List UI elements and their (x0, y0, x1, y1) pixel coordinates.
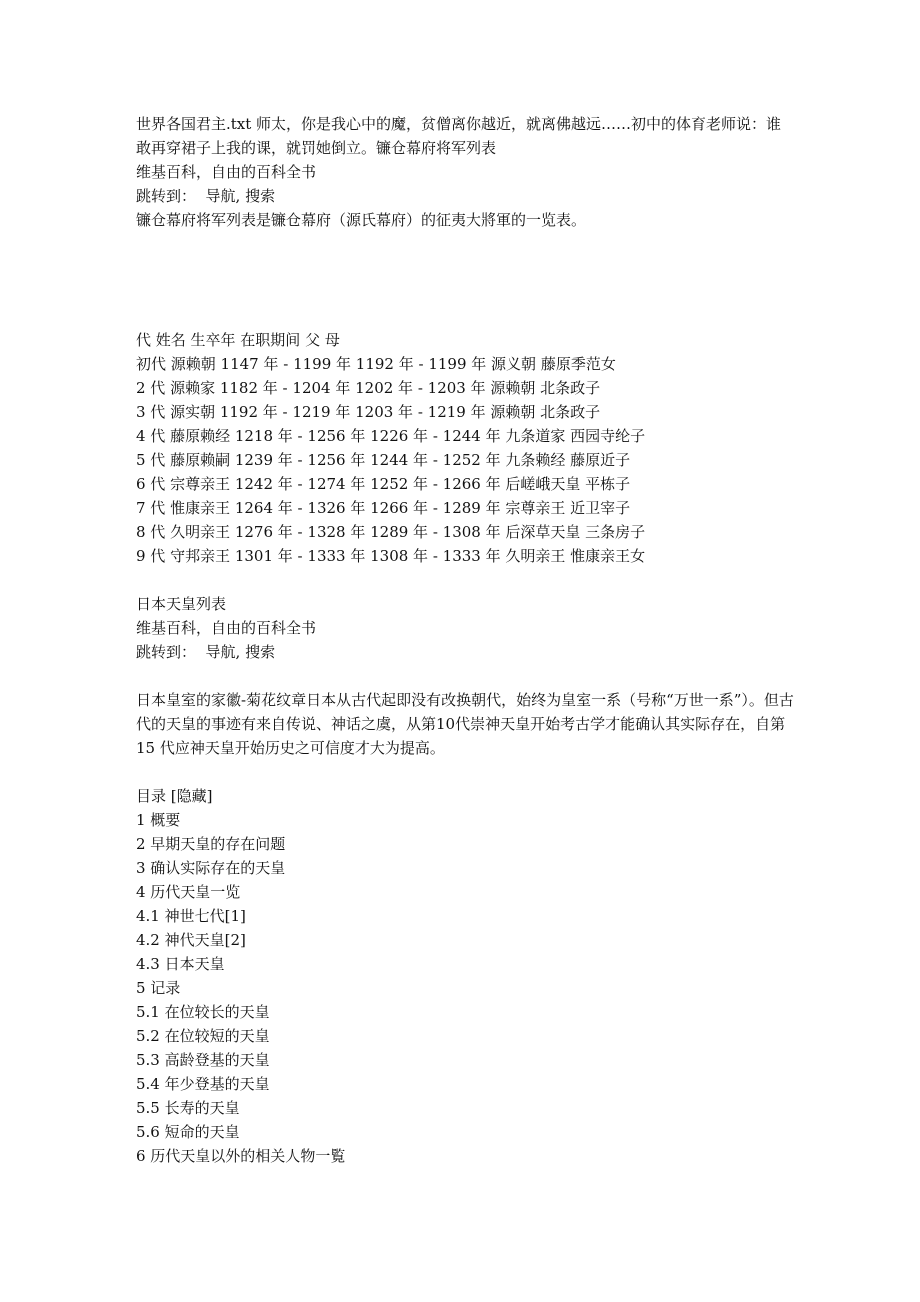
table-row: 4 代 藤原赖经 1218 年 - 1256 年 1226 年 - 1244 年 九条道家 西园寺纶子 (136, 427, 646, 445)
toc-item: 5.6 短命的天皇 (136, 1123, 240, 1141)
table-row: 8 代 久明亲王 1276 年 - 1328 年 1289 年 - 1308 年 后深草天皇 三条房子 (136, 523, 646, 541)
toc-item: 5.3 高龄登基的天皇 (136, 1051, 270, 1069)
table-row: 7 代 惟康亲王 1264 年 - 1326 年 1266 年 - 1289 年 宗尊亲王 近卫宰子 (136, 499, 631, 517)
toc-item: 4 历代天皇一览 (136, 883, 241, 901)
toc-item: 3 确认实际存在的天皇 (136, 859, 286, 877)
section-title: 日本天皇列表 (136, 595, 227, 613)
table-row: 6 代 宗尊亲王 1242 年 - 1274 年 1252 年 - 1266 年 后嵯峨天皇 平栋子 (136, 475, 631, 493)
wiki-subtitle: 维基百科，自由的百科全书 (136, 163, 317, 181)
toc-item: 5.2 在位较短的天皇 (136, 1027, 270, 1045)
table-row: 初代 源赖朝 1147 年 - 1199 年 1192 年 - 1199 年 源义朝 藤原季范女 (136, 355, 616, 373)
table-row: 9 代 守邦亲王 1301 年 - 1333 年 1308 年 - 1333 年 久明亲王 惟康亲王女 (136, 547, 646, 565)
toc-title: 目录 [隐藏] (136, 787, 213, 805)
spacer (136, 568, 796, 592)
wiki-subtitle: 维基百科，自由的百科全书 (136, 619, 317, 637)
table-header: 代 姓名 生卒年 在职期间 父 母 (136, 331, 340, 349)
jump-to-line: 跳转到： 导航, 搜索 (136, 187, 276, 205)
spacer (136, 232, 796, 328)
document-page (136, 112, 796, 1168)
emperor-paragraph: 日本皇室的家徽-菊花纹章日本从古代起即没有改换朝代，始终为皇室一系（号称“万世一系”）。但古代的天皇的事迹有来自传说、神话之虞，从第10代崇神天皇开始考古学才能确认其实际存在，自第 15 代应神天皇开始历史之可信度才大为提高。 (136, 691, 794, 757)
toc-item: 4.3 日本天皇 (136, 955, 225, 973)
table-row: 2 代 源赖家 1182 年 - 1204 年 1202 年 - 1203 年 源赖朝 北条政子 (136, 379, 601, 397)
intro-paragraph: 世界各国君主.txt 师太，你是我心中的魔，贫僧离你越近，就离佛越远……初中的体育老师说：谁敢再穿裙子上我的课，就罚她倒立。镰仓幕府将军列表 (136, 115, 782, 157)
summary-line: 镰仓幕府将军列表是镰仓幕府（源氏幕府）的征夷大將軍的一览表。 (136, 211, 587, 229)
toc-item: 4.1 神世七代[1] (136, 907, 246, 925)
toc-item: 5.5 长寿的天皇 (136, 1099, 240, 1117)
toc-item: 1 概要 (136, 811, 181, 829)
toc-item: 5.1 在位较长的天皇 (136, 1003, 270, 1021)
table-row: 3 代 源实朝 1192 年 - 1219 年 1203 年 - 1219 年 源赖朝 北条政子 (136, 403, 601, 421)
toc-item: 6 历代天皇以外的相关人物一覧 (136, 1147, 346, 1165)
toc-item: 5.4 年少登基的天皇 (136, 1075, 270, 1093)
toc-item: 5 记录 (136, 979, 181, 997)
spacer (136, 664, 796, 688)
table-row: 5 代 藤原赖嗣 1239 年 - 1256 年 1244 年 - 1252 年 九条赖经 藤原近子 (136, 451, 631, 469)
toc-item: 4.2 神代天皇[2] (136, 931, 246, 949)
toc-item: 2 早期天皇的存在问题 (136, 835, 286, 853)
spacer (136, 760, 796, 784)
jump-to-line: 跳转到： 导航, 搜索 (136, 643, 276, 661)
